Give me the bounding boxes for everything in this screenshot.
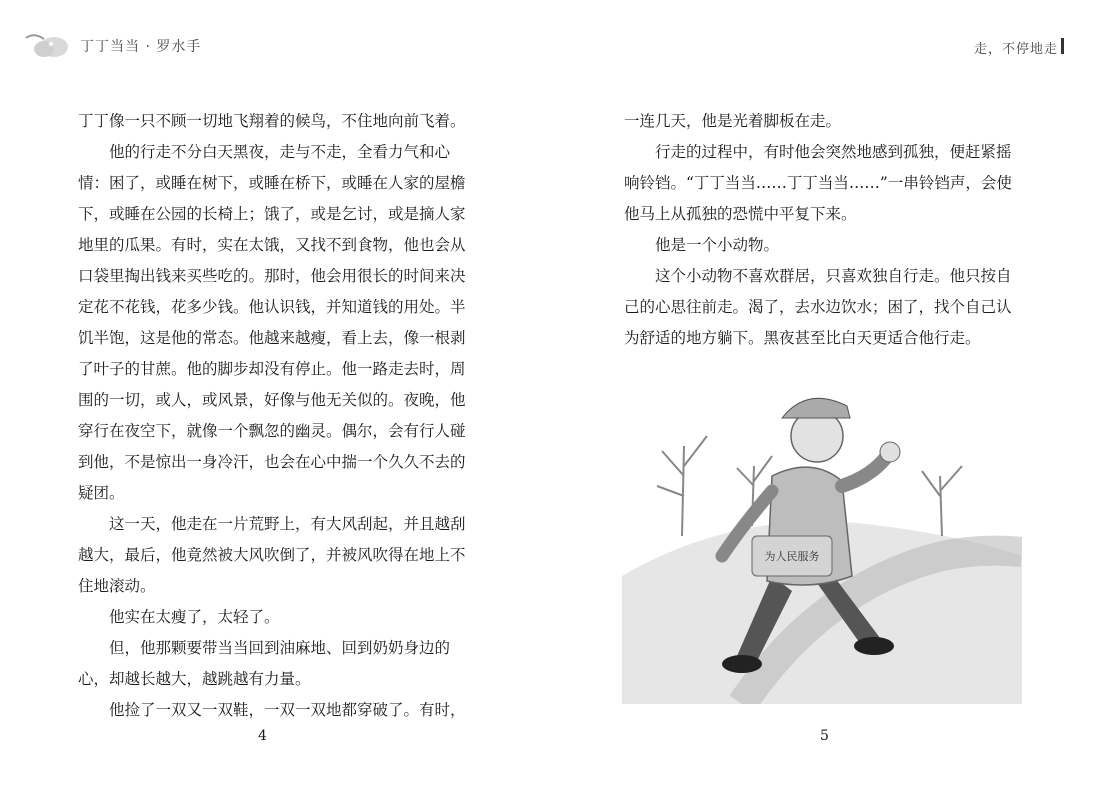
bag-label: 为人民服务 <box>764 550 820 563</box>
paragraph: 他实在太瘦了，太轻了。 <box>109 608 280 626</box>
book-series-title: 丁丁当当 · 罗水手 <box>80 39 202 55</box>
paragraph: 行走的过程中，有时他会突然地感到孤独，便赶紧摇响铃铛。“丁丁当当……丁丁当当……”一串铃铛声，会使他马上从孤独的恐慌中平复下来。 <box>624 143 1012 223</box>
paragraph: 他的行走不分白天黑夜，走与不走，全看力气和心情：困了，或睡在树下，或睡在桥下，或睡在人家的屋檐下，或睡在公园的长椅上；饿了，或是乞讨，或是摘人家地里的瓜果。有时，实在太饿，又找不到食物，他也会从口袋里掏出钱来买些吃的。那时，他会用很长的时间来决定花不花钱，花多少钱。他认识钱，并知道钱的用处。半饥半饱，这是他的常态。他越来越瘦，看上去，像一根剥了叶子的甘蔗。他的脚步却没有停止。他一路走去时，周围的一切，或人，或风景，好像与他无关似的。夜晚，他穿行在夜空下，就像一个飘忽的幽灵。偶尔，会有行人碰到他，不是惊出一身冷汗，也会在心中揣一个久久不去的疑团。 <box>78 143 466 502</box>
paragraph: 这一天，他走在一片荒野上，有大风刮起，并且越刮越大，最后，他竟然被大风吹倒了，并被风吹得在地上不住地滚动。 <box>78 515 466 595</box>
page-number-right: 5 <box>820 728 829 744</box>
paragraph: 一连几天，他是光着脚板在走。 <box>624 112 842 130</box>
paragraph: 这个小动物不喜欢群居，只喜欢独自行走。他只按自己的心思往前走。渴了，去水边饮水；困了，找个自己认为舒适的地方躺下。黑夜甚至比白天更适合他行走。 <box>624 267 1012 347</box>
walking-boy-illustration <box>622 356 1022 704</box>
right-page-text <box>624 106 1024 354</box>
paragraph: 丁丁像一只不顾一切地飞翔着的候鸟，不住地向前飞着。 <box>78 112 466 130</box>
header-marker <box>1061 38 1064 54</box>
left-page-text <box>78 106 474 726</box>
paragraph: 他是一个小动物。 <box>655 236 780 254</box>
paragraph: 他捡了一双又一双鞋，一双一双地都穿破了。有时， <box>109 701 466 719</box>
page-number-left: 4 <box>258 728 267 744</box>
chapter-title: 走，不停地走 <box>973 42 1058 57</box>
gourd-logo-icon <box>24 30 74 60</box>
paragraph: 但，他那颗要带当当回到油麻地、回到奶奶身边的心，却越长越大，越跳越有力量。 <box>78 639 451 688</box>
